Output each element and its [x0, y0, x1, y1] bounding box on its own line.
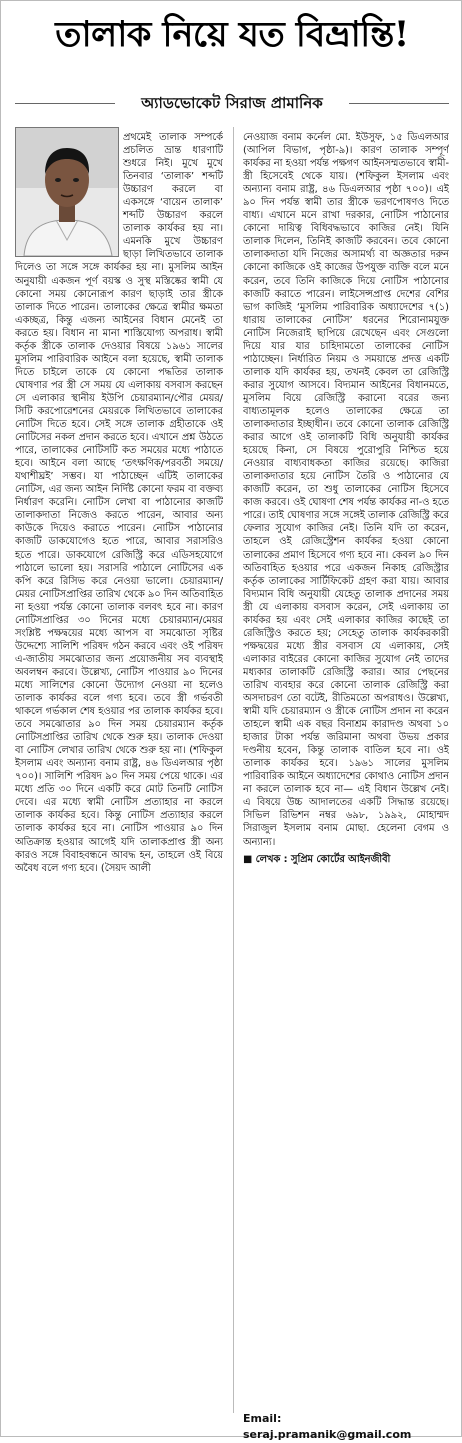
photo-text-wrap-spacer	[15, 131, 123, 255]
author-email: Email: seraj.pramanik@gmail.com	[243, 1412, 412, 1441]
article-column-right	[243, 131, 449, 1409]
author-credit: ■ লেখক : সুপ্রিম কোর্টের আইনজীবী	[243, 853, 391, 865]
headline: তালাক নিয়ে যত বিভ্রান্তি!	[55, 14, 409, 55]
article-column-left	[15, 131, 223, 1421]
byline: অ্যাডভোকেট সিরাজ প্রামানিক	[141, 94, 323, 112]
column-divider	[233, 127, 234, 1413]
article-body-left: প্রথমেই তালাক সম্পর্কে প্রচলিত ভ্রান্ত ধারণাটি শুধরে নিই। মুখে মুখে তিনবার ‘তালাক’ শব্দটি উচ্চারণ করলে বা একসঙ্গে ‘বায়েন তালাক’ শব্দটি উচ্চারণ করলে তালাক কার্যকর হয় না। এমনকি মুখে উচ্চারণ ছাড়া লিখিতভাবে তালাক দিলেও তা সঙ্গে সঙ্গে কার্যকর হয় না। মুসলিম আইন অনুযায়ী একজন পূর্ণ বয়স্ক ও সুস্থ মস্তিষ্কের স্বামী যে কোনো সময় কোনোরূপ কারণ ছাড়াই তার স্ত্রীকে তালাক দিতে পারেন। তালাকের ক্ষেত্রে স্বামীর ক্ষমতা একচ্ছত্র, কিন্তু এজন্য আইনের বিধান মেনেই তা করতে হয়। বিধান না মানা শাস্তিযোগ্য অপরাধ। স্বামী কর্তৃক স্ত্রীকে তালাক দেওয়ার বিষয়ে ১৯৬১ সালের মুসলিম পারিবারিক আইনে বলা হয়েছে, স্বামী তালাক দিতে চাইলে তাকে যে কোনো পদ্ধতির তালাক ঘোষণার পর স্ত্রী সে সময় যে এলাকায় বসবাস করছেন সে এলাকার স্থানীয় ইউপি চেয়ারম্যান/পৌর মেয়র/সিটি করপোরেশনের মেয়রকে লিখিতভাবে তালাকের নোটিস দিতে হবে। সেই সঙ্গে তালাক গ্রহীতাকে ওই নোটিসের নকল প্রদান করতে হবে। এখানে প্রশ্ন উঠতে পারে, তালাকের নোটিসটি কত সময়ের মধ্যে পাঠাতে হবে। আইনে বলা আছে ‘তৎক্ষণিক/পরবর্তী সময়ে/যথাশীঘ্রই’ সম্ভব। যা পাঠাচ্ছেন এটিই তালাকের নোটিস, এর জন্য আইন নির্দিষ্ট কোনো ফরম বা বক্তব্য নির্ধারণ করেনি। নোটিস লেখা বা পাঠানোর কাজটি তালাকদাতা নিজেও করতে পারেন, আবার অন্য কাউকে দিয়েও করাতে পারেন। নোটিস পাঠানোর কাজটি ডাকযোগেও হতে পারে, আবার সরাসরিও হতে পারে। ডাকযোগে রেজিস্ট্রি করে এডিসহযোগে পাঠালে ভালো হয়। সরাসরি পাঠালে নোটিসের এক কপি করে রিসিভ করে নেওয়া ভালো। চেয়ারম্যান/মেয়র নোটিসপ্রাপ্তির তারিখ থেকে ৯০ দিন অতিবাহিত না হওয়া পর্যন্ত কোনো তালাক বলবৎ হবে না। কারণ নোটিসপ্রাপ্তির ৩০ দিনের মধ্যে চেয়ারম্যান/মেয়র সংশ্লিষ্ট পক্ষদ্বয়ের মধ্যে আপস বা সমঝোতা সৃষ্টির উদ্দেশ্যে সালিশি পরিষদ গঠন করবে এবং ওই পরিষদ এ-জাতীয় সমঝোতার জন্য প্রয়োজনীয় সব ব্যবস্থাই অবলম্বন করবে। উল্লেখ্য, নোটিস পাওয়ার ৯০ দিনের মধ্যে সালিশের কোনো উদ্যোগ নেওয়া না হলেও তালাক কার্যকর বলে গণ্য হবে। তবে স্ত্রী গর্ভবতী থাকলে গর্ভকাল শেষ হওয়ার পর তালাক কার্যকর হবে। তবে সমঝোতার ৯০ দিন সময় চেয়ারম্যান কর্তৃক নোটিসপ্রাপ্তির তারিখ থেকে শুরু হয়। তালাক দেওয়া বা নোটিস লেখার তারিখ থেকে শুরু হয় না। (শফিকুল ইসলাম এবং অন্যান্য বনাম রাষ্ট্র, ৪৬ ডিএলআর পৃষ্ঠা ৭০০)। সালিশি পরিষদ ৯০ দিন সময় পেয়ে থাকে। এর মধ্যে প্রতি ৩০ দিনে একটি করে মোট তিনটি নোটিস দেবে। এর মধ্যে স্বামী নোটিস প্রত্যাহার না করলে তালাক কার্যকর হবে। কিন্তু নোটিস প্রত্যাহার করলে তালাক কার্যকর হবে না। নোটিস পাওয়ার ৯০ দিন অতিক্রান্ত হওয়ার আগেই যদি তালাকপ্রাপ্ত স্ত্রী অন্য কারও সঙ্গে বিবাহবন্ধনে আবদ্ধ হন, তাহলে ওই বিয়ে অবৈধ বলে গণ্য হবে। (সৈয়দ আলী	[15, 132, 223, 874]
article-body-right: নেওয়াজ বনাম কর্নেল মো. ইউসুফ, ১৫ ডিএলআর (আপিল বিভাগ, পৃষ্ঠা-৯)। কারণ তালাক সম্পূর্ণ কার্যকর না হওয়া পর্যন্ত পক্ষগণ আইনসম্মতভাবে স্বামী-স্ত্রী হিসেবেই থেকে যায়। (শফিকুল ইসলাম এবং অন্যান্য বনাম রাষ্ট্র, ৪৬ ডিএলআর পৃষ্ঠা ৭০০)। এই ৯০ দিন পর্যন্ত স্বামী তার স্ত্রীকে ভরণপোষণও দিতে বাধ্য। এখানে মনে রাখা দরকার, নোটিস পাঠানোর কোনো দায়িত্ব বিধিবদ্ধভাবে কাজির নেই। যিনি তালাক দিলেন, তিনিই কাজটি করবেন। তবে কোনো তালাকদাতা যদি নিজের অসামর্থ্য বা অজ্ঞতার দরুন কোনো কাজিকে ওই কাজের উপযুক্ত ব্যক্তি বলে মনে করেন, তবে তিনি কাজিকে দিয়ে নোটিস পাঠানোর কাজটি করাতে পারেন। লাইসেন্সপ্রাপ্ত দেশের বেশির ভাগ কাজিই ‘মুসলিম পারিবারিক অধ্যাদেশের ৭(১) ধারায় তালাকের নোটিস’ ধরনের শিরোনামযুক্ত নোটিস নিজেরাই ছাপিয়ে রেখেছেন এবং সেগুলো দিয়ে যার যার চাহিদামতো তালাকের নোটিস পাঠাচ্ছেন। নির্ধারিত নিয়ম ও সময়ান্তে প্রদত্ত একটি তালাক যদি কার্যকর হয়, তখনই কেবল তা রেজিস্ট্রি করার সুযোগ আসবে। বিদ্যমান আইনের বিধানমতে, মুসলিম বিয়ে রেজিস্ট্রি করানো বরের জন্য বাধ্যতামূলক হলেও তালাকের ক্ষেত্রে তা তালাকদাতার ইচ্ছাধীন। তবে কোনো তালাক রেজিস্ট্রি করার আগে ওই তালাকটি বিধি অনুযায়ী কার্যকর হয়েছে কিনা, সে বিষয়ে পুরোপুরি নিশ্চিত হয়ে নেওয়ার বাধ্যবাধকতা কাজির রয়েছে। কাজিরা তালাকদাতার হয়ে নোটিস তৈরি ও পাঠানোর যে কাজটি করেন, তা শুধু তালাকের নোটিস হিসেবে কাজ করবে। ওই ঘোষণা শেষ পর্যন্ত কার্যকর না-ও হতে পারে। তাই ঘোষণার সঙ্গে সঙ্গেই তালাক রেজিস্ট্রি করে ফেলার সুযোগ কাজির নেই। তিনি যদি তা করেন, তাহলে ওই রেজিস্ট্রেশন কার্যকর হওয়া কোনো তালাকের প্রমাণ হিসেবে গণ্য হবে না। কেবল ৯০ দিন অতিবাহিত হওয়ার পরে একজন নিকাহ রেজিস্ট্রার কর্তৃক তালাকের সার্টিফিকেট গ্রহণ করা যায়। আবার বিদ্যমান বিধি অনুযায়ী যেহেতু তালাক প্রদানের সময় স্ত্রী যে এলাকায় বসবাস করেন, সেই এলাকায় তা কার্যকর হয় এবং সেই এলাকার কাজির কাছেই তা রেজিস্ট্রিও করতে হয়; সেহেতু তালাক কার্যকরকারী পক্ষদ্বয়ের মধ্যে স্ত্রীর বসবাস যে এলাকায়, সেই এলাকার বাইরের কোনো কাজির সুযোগ নেই তাদের মধ্যকার তালাকটি রেজিস্ট্রি করার। আর পেছনের তারিখ ব্যবহার করে কোনো তালাক রেজিস্ট্রি করা অসদাচরণ তো বটেই, রীতিমতো অপরাধও। উল্লেখ্য, স্বামী যদি চেয়ারম্যান ও স্ত্রীকে নোটিস প্রদান না করেন তাহলে স্বামী এক বছর বিনাশ্রম কারাদণ্ড অথবা ১০ হাজার টাকা পর্যন্ত জরিমানা অথবা উভয় প্রকার দণ্ডনীয় হবেন, কিন্তু তালাক বাতিল হবে না। ওই তালাক কার্যকর হবে। ১৯৬১ সালের মুসলিম পারিবারিক আইনে অধ্যাদেশের কোথাও নোটিস প্রদান না করলে তালাক হবে না— এই বিধান উল্লেখ নেই। এ বিষয়ে উচ্চ আদালতের একটি সিদ্ধান্ত রয়েছে। সিভিল রিভিশন নম্বর ৬৯৮, ১৯৯২, মোহাম্মদ সিরাজুল ইসলাম বনাম মোছা. হেলেনা বেগম ও অন্যান্য।	[243, 132, 449, 848]
byline-row	[1, 89, 462, 119]
